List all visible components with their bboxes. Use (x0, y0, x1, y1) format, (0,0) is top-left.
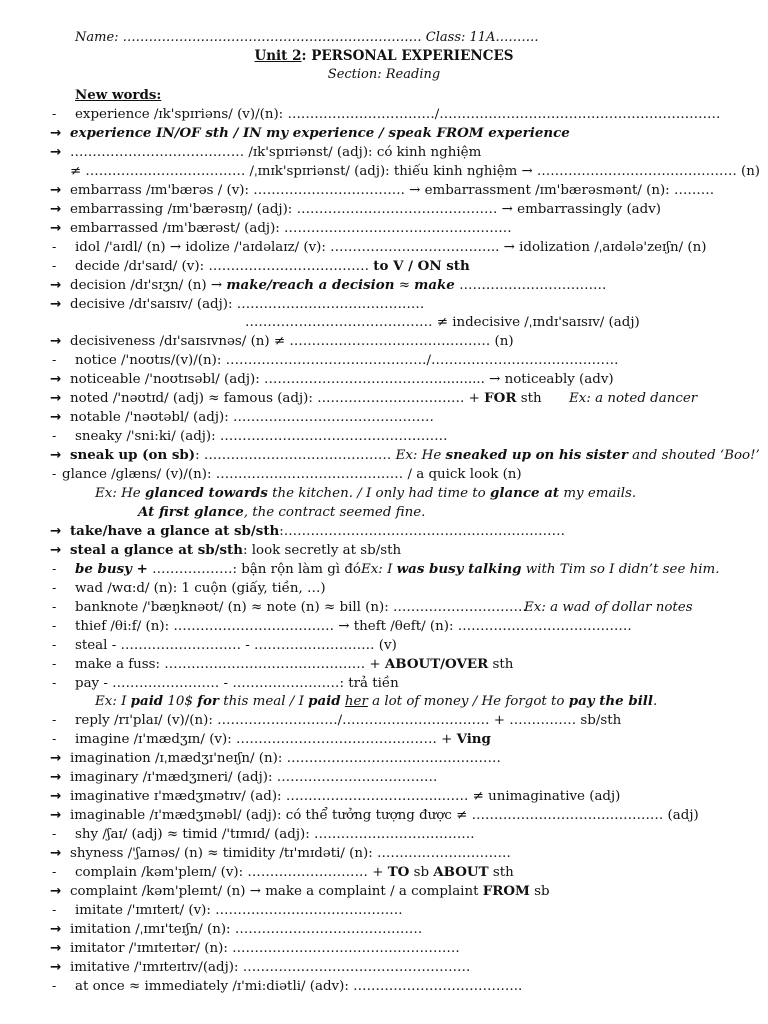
entry-text: and shouted ‘Boo!’ (627, 448, 760, 464)
bullet-dash: - (52, 675, 57, 690)
entry-text: …………………………… (454, 277, 607, 293)
arrow-icon: → (50, 542, 62, 558)
vocab-entry (245, 313, 640, 332)
entry-text: . (652, 694, 658, 710)
vocab-entry (70, 162, 760, 181)
entry-text: glance at (490, 485, 560, 501)
vocab-entry (75, 636, 397, 655)
vocab-line (0, 977, 768, 996)
vocab-line (0, 617, 768, 636)
entry-text: ABOUT/OVER (384, 655, 489, 672)
vocab-entry (70, 787, 620, 806)
vocab-line (0, 105, 768, 124)
vocab-entry (75, 427, 448, 446)
entry-text: pay the bill (568, 693, 653, 710)
entry-text: shyness /'ʃaɪnəs/ (n) ≈ timidity /tɪ'mɪdəti/ (n): ………………………… (70, 846, 511, 862)
vocab-line (0, 863, 768, 882)
entry-text: this meal / I (218, 694, 309, 710)
bullet-dash: - (52, 618, 57, 633)
arrow-icon: → (50, 220, 62, 236)
bullet-dash: - (52, 902, 57, 917)
vocab-entry (70, 522, 565, 541)
entry-text: ………………………………… /ɪk'spɪriənst/ (adj): có kinh nghiệm (70, 144, 482, 160)
entry-text: ≈ (394, 277, 415, 293)
vocab-entry (70, 408, 434, 427)
entry-text: imitate /'ɪmɪteɪt/ (v): …………………………………… (75, 902, 403, 918)
vocab-entry (70, 882, 550, 901)
entry-text: make (414, 276, 455, 293)
vocab-line (0, 655, 768, 674)
vocab-entry (75, 863, 514, 882)
arrow-icon: → (50, 846, 62, 862)
entry-text: imagine /ɪ'mædʒɪn/ (v): ……………………………………… + (75, 732, 457, 748)
vocab-line (0, 162, 768, 181)
entry-text: Ex: (95, 486, 117, 501)
entry-text: make a fuss: ……………………………………… + (75, 656, 385, 672)
vocab-line (0, 579, 768, 598)
entry-text: : look secretly at sb/sth (242, 542, 402, 558)
entry-text: Ex: I (360, 561, 397, 577)
entry-text: make/reach a decision (226, 276, 395, 293)
vocab-entry (75, 730, 491, 749)
vocab-line (0, 408, 768, 427)
bullet-dash: - (52, 107, 57, 121)
vocab-line (0, 276, 768, 295)
arrow-icon: → (50, 372, 62, 388)
new-words-heading-line (0, 86, 768, 105)
entry-text: imaginative ɪ'mædʒɪnətɪv/ (ad): ……………………………..…… ≠ unimaginative (adj) (70, 789, 621, 805)
entry-text: sb (529, 883, 550, 899)
arrow-icon: → (50, 334, 62, 350)
vocab-entry (70, 200, 661, 219)
vocab-entry (75, 560, 720, 579)
example-text: Ex: a noted dancer (569, 391, 698, 407)
vocab-line (0, 901, 768, 920)
entry-text: glance /glæns/ (v)/(n): …………………………………… / a quick look (n) (62, 467, 522, 483)
unit-topic: : PERSONAL EXPERIENCES (301, 48, 514, 64)
entry-text: wad /wɑ:d/ (n): 1 cuộn (giấy, tiền, …) (75, 580, 326, 596)
bullet-dash: - (52, 561, 57, 576)
vocab-entry (75, 598, 527, 617)
vocab-line (0, 692, 768, 711)
bullet-dash: - (52, 827, 57, 842)
bullet-dash: - (52, 353, 57, 368)
vocab-entry (75, 901, 403, 920)
entry-text: decisive /dɪ'saɪsɪv/ (adj): …………………………………… (70, 296, 425, 312)
vocab-line (0, 124, 768, 143)
entry-text: notable /'nəʊtəbl/ (adj): ……………………………………… (70, 410, 434, 426)
vocab-line (0, 541, 768, 560)
section-subtitle: Section: Reading (327, 67, 441, 82)
entry-text: imitation /ˌɪmɪ'teɪʃn/ (n): …………………………………… (70, 921, 423, 937)
arrow-icon: → (50, 751, 62, 767)
vocab-line (0, 522, 768, 541)
vocab-entry (70, 295, 424, 314)
vocab-line (0, 825, 768, 844)
entry-text: a lot of money / He forgot to (367, 694, 569, 710)
entry-text: steal - ……………………… - ……………………… (v) (75, 637, 397, 653)
entry-text: sneak up (on sb) (70, 447, 196, 464)
vocab-line (0, 313, 768, 332)
bullet-dash: - (52, 258, 57, 273)
entry-text: imitator /'ɪmɪteɪtər/ (n): …………………………………………… (70, 940, 460, 956)
arrow-icon: → (50, 959, 62, 975)
entry-text: glanced towards (144, 485, 268, 501)
entry-text: ………………: bận rộn làm gì đó (147, 561, 361, 577)
entry-text: imaginary /ɪ'mædʒɪneri/ (adj): ……………………………… (70, 770, 438, 786)
vocab-line (0, 806, 768, 825)
entry-text: sneaky /'sni:ki/ (adj): …………………………………………… (75, 429, 448, 445)
vocab-line (0, 238, 768, 257)
vocab-line (0, 143, 768, 162)
vocab-entry (138, 503, 425, 522)
vocab-line (0, 674, 768, 693)
vocab-entry (70, 541, 401, 560)
vocab-entry (75, 257, 470, 276)
vocab-entry (70, 370, 614, 389)
entry-text: with Tim so I didn’t see him. (521, 561, 720, 577)
example-text: Ex: a wad of dollar notes (524, 599, 693, 615)
vocab-entry (70, 958, 470, 977)
vocab-entry (62, 465, 522, 484)
entry-text: FROM (482, 882, 530, 899)
bullet-dash: - (52, 467, 57, 482)
entry-text: sth (516, 391, 542, 407)
vocab-line (0, 768, 768, 787)
unit-title (0, 48, 768, 64)
vocab-entry (95, 484, 636, 503)
vocab-line (0, 844, 768, 863)
arrow-icon: → (50, 144, 62, 160)
bullet-dash: - (52, 978, 57, 993)
entry-text: embarrass /ɪm'bærəs / (v): ……………………………. → embarrassment /ɪm'bærəsmənt/ (n): ……… (70, 182, 715, 198)
entry-text: , the contract seemed fine. (243, 504, 426, 520)
entry-text: decision /dɪ'sɪʒn/ (n) → (70, 277, 227, 293)
vocab-entry (70, 276, 606, 295)
entry-text: decide /dɪ'saɪd/ (v): ……………………………… (75, 258, 374, 274)
vocab-line (0, 427, 768, 446)
entry-text: sth (488, 656, 514, 672)
entry-text: for (197, 693, 219, 710)
vocab-entry (75, 655, 513, 674)
vocab-entry (70, 143, 481, 162)
vocab-entry (75, 105, 720, 124)
entry-text: He (116, 486, 145, 501)
entry-text: paid (130, 693, 164, 710)
entry-text: 10$ (163, 694, 198, 710)
entry-text: was busy talking (396, 560, 522, 577)
entry-text: Ex: He (395, 448, 446, 464)
bullet-dash: - (52, 239, 57, 254)
entry-text: decisiveness /dɪ'saɪsɪvnəs/ (n) ≠ ……………………………………… (n) (70, 334, 514, 350)
arrow-icon: → (50, 201, 62, 217)
arrow-icon: → (50, 182, 62, 198)
vocab-line (0, 958, 768, 977)
vocab-entry (70, 939, 460, 958)
entry-text: ABOUT (433, 864, 489, 880)
entry-text: sneaked up on his sister (445, 447, 628, 464)
entry-text: steal a glance at sb/sth (70, 541, 243, 558)
entry-text: pay - …………………… - ……………………: trả tiền (75, 675, 399, 691)
vocab-line (0, 598, 768, 617)
vocab-entry (70, 920, 422, 939)
arrow-icon: → (50, 770, 62, 786)
arrow-icon: → (50, 523, 62, 539)
entry-text: the kitchen. / I only had time to (267, 486, 491, 501)
vocab-entry (70, 219, 512, 238)
vocab-entry (75, 711, 621, 730)
vocab-entry (70, 806, 699, 825)
entry-text: banknote /'bæŋknəʊt/ (n) ≈ note (n) ≈ bill (n): ………………………… (75, 599, 527, 615)
entry-text: embarrassing /ɪm'bærəsɪŋ/ (adj): ……………………………………… → embarrassingly (adv) (70, 201, 662, 217)
vocab-entry (70, 749, 501, 768)
entry-text: sth (488, 865, 514, 880)
vocab-line (0, 389, 768, 408)
entry-text: sb (409, 865, 434, 880)
arrow-icon: → (50, 883, 62, 899)
entry-text: to V / ON sth (373, 257, 470, 274)
bullet-dash: - (52, 732, 57, 747)
vocab-entry (75, 977, 522, 996)
vocab-line (0, 465, 768, 484)
entry-text: TO (387, 864, 410, 880)
entry-text: Ving (456, 731, 491, 748)
entry-text: :……………………………………………………… (279, 523, 565, 539)
vocab-entry (70, 768, 437, 787)
entry-text: reply /rɪ'plaɪ/ (v)/(n): ………………………/…………………………… + …………… sb/sth (75, 713, 622, 729)
entry-text: her (344, 694, 368, 710)
vocab-entry (75, 617, 632, 636)
entry-text: …………………………………… ≠ indecisive /ˌɪndɪ'saɪsɪv/ (adj) (245, 315, 640, 331)
vocab-entry (70, 124, 570, 143)
vocab-line (0, 351, 768, 370)
vocab-entry (75, 674, 399, 693)
vocab-line (0, 446, 768, 465)
entry-text: noted /'nəʊtɪd/ (adj) ≈ famous (adj): …………………………… + (70, 391, 485, 407)
bullet-dash: - (52, 865, 57, 879)
name-class-line: Name: …………………………………………………………… Class: 11A………. (75, 30, 539, 45)
vocab-line (0, 332, 768, 351)
vocab-entry (70, 844, 511, 863)
bullet-dash: - (52, 429, 57, 444)
vocab-entry (95, 692, 657, 711)
arrow-icon: → (50, 296, 62, 312)
vocab-entry (70, 332, 514, 351)
entry-text: imitative /'ɪmɪteɪtɪv/(adj): …………………………………………… (70, 959, 471, 975)
entry-text: thief /θi:f/ (n): ……………………………… → theft /θeft/ (n): ………………………………… (75, 618, 632, 634)
arrow-icon: → (50, 277, 62, 293)
entry-text: paid (308, 693, 341, 710)
arrow-icon: → (50, 808, 62, 824)
vocab-line (0, 787, 768, 806)
entry-text: Ex: I (95, 694, 131, 710)
vocab-line (0, 295, 768, 314)
entry-text: shy /ʃaɪ/ (adj) ≈ timid /'tɪmɪd/ (adj): ……………………………… (75, 827, 475, 843)
entry-text: : …………………………………… (195, 448, 396, 464)
vocab-line (0, 636, 768, 655)
entry-text: FOR (484, 390, 517, 407)
vocab-entry (75, 579, 326, 598)
entry-text: notice /'noʊtɪs/(v)/(n): ………………………………………/…………………………………… (75, 353, 619, 369)
vocab-line (0, 939, 768, 958)
entry-text: complaint /kəm'pleɪnt/ (n) → make a complaint / a complaint (70, 883, 483, 899)
vocab-line (0, 560, 768, 579)
arrow-icon: → (50, 448, 62, 464)
vocab-line (0, 503, 768, 522)
entry-text: take/have a glance at sb/sth (70, 522, 280, 539)
vocab-line (0, 920, 768, 939)
bullet-dash: - (52, 637, 57, 652)
bullet-dash: - (52, 599, 57, 614)
vocab-entry (70, 446, 760, 465)
entry-text: imaginable /ɪ'mædʒɪnəbl/ (adj): có thể tưởng tượng được ≠ ………………………….………… (adj) (70, 808, 699, 824)
vocab-line (0, 749, 768, 768)
vocab-line (0, 257, 768, 276)
vocab-line (0, 882, 768, 901)
vocab-line (0, 730, 768, 749)
new-words-heading: New words: (75, 87, 162, 103)
arrow-icon: → (50, 410, 62, 426)
entry-text: complain /kəm'pleɪn/ (v): ……………………… + (75, 865, 388, 880)
bullet-dash: - (52, 713, 57, 728)
entry-text: be busy + (75, 560, 148, 577)
arrow-icon: → (50, 940, 62, 956)
vocab-entry (70, 389, 542, 408)
entry-text: idol /'aɪdl/ (n) → idolize /'aɪdəlaɪz/ (v): ……………………………….. → idolization /ˌaɪdələ'zeɪʃn/ (n) (75, 239, 707, 255)
entry-text: At first glance (138, 503, 244, 520)
arrow-icon: → (50, 789, 62, 805)
entry-text: imagination /ɪˌmædʒɪ'neɪʃn/ (n): ………………………………………… (70, 751, 501, 767)
vocab-line (0, 219, 768, 238)
entry-text: noticeable /'noʊtɪsəbl/ (adj): …………………………………........... → noticeably (adv) (70, 372, 614, 388)
entry-text: experience IN/OF sth / IN my experience / speak FROM experience (70, 124, 570, 141)
unit-label: Unit 2 (254, 48, 302, 64)
bullet-dash: - (52, 656, 57, 671)
vocab-line (0, 484, 768, 503)
entry-text: experience /ɪk'spɪriəns/ (v)/(n): ……………………………/……………………………………………………… (75, 107, 721, 122)
bullet-dash: - (52, 580, 57, 595)
vocab-entry (70, 181, 714, 200)
entry-text: embarrassed /ɪm'bærəst/ (adj): …………………………………………… (70, 220, 512, 236)
vocab-entry (75, 238, 706, 257)
vocab-line (0, 181, 768, 200)
arrow-icon: → (50, 391, 62, 407)
vocab-line (0, 370, 768, 389)
arrow-icon: → (50, 921, 62, 937)
entry-text: ≠ ……………………………… /ˌɪnɪk'spɪriənst/ (adj): thiếu kinh nghiệm → ……………………………………… (n) (70, 163, 760, 179)
vocab-entry (75, 351, 618, 370)
vocab-entry (75, 825, 475, 844)
vocab-line (0, 711, 768, 730)
entry-text: at once ≈ immediately /ɪ'mi:diətli/ (adv): ……………………………….. (75, 978, 523, 994)
entry-text: my emails. (559, 486, 637, 501)
arrow-icon: → (50, 125, 62, 141)
vocab-line (0, 200, 768, 219)
